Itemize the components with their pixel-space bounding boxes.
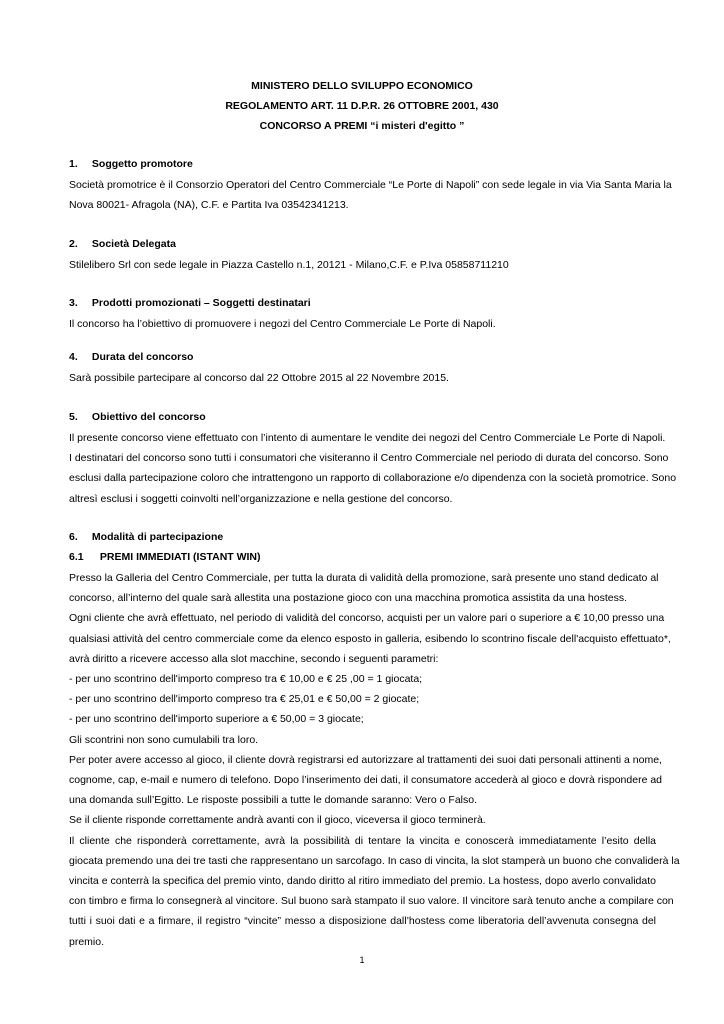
body-line: Il presente concorso viene effettuato con l’intento di aumentare le vendite dei negozi del Centro Commerciale Le Porte di Napoli. [69, 432, 666, 444]
section-number: 1. [69, 158, 78, 170]
section-heading: Modalità di partecipazione [91, 531, 224, 543]
section-number: 3. [69, 297, 78, 309]
body-line: con timbro e firma lo consegnerà al vincitore. Sul buono sarà stampato il suo valore. Il vincitore sarà tenuto anche a compilare con [69, 895, 674, 908]
section-heading: Soggetto promotore [91, 158, 193, 170]
section-title [69, 297, 311, 309]
header-ministry: MINISTERO DELLO SVILUPPO ECONOMICO [251, 80, 473, 92]
section-body [69, 428, 677, 509]
body-line: concorso, all’interno del quale sarà allestita una postazione gioco con una macchina promotica assistita da una hostess. [69, 592, 627, 605]
body-line: una domanda sull’Egitto. Le risposte possibili a tutte le domande saranno: Vero o Falso. [69, 794, 477, 807]
section-title [69, 158, 193, 170]
section-body [69, 368, 656, 388]
body-line: Per poter avere accesso al gioco, il cliente dovrà registrarsi ed autorizzare al trattamenti dei suoi dati personali attinenti a nome, [69, 753, 662, 766]
body-line: Il cliente che risponderà correttamente, avrà la possibilità di tentare la vincita e conoscerà immediatamente l’esito della [69, 834, 656, 847]
section-heading: Obiettivo del concorso [91, 411, 206, 423]
section-number: 5. [69, 411, 78, 423]
body-line: giocata premendo una dei tre tasti che rappresentano un sarcofago. In caso di vincita, la slot stamperà un buono che convaliderà la [69, 854, 680, 867]
body-line: Il concorso ha l’obiettivo di promuovere i negozi del Centro Commerciale Le Porte di Napoli. [69, 318, 496, 330]
body-line: esclusi dalla partecipazione coloro che intrattengono un rapporto di collaborazione e/o dipendenza con la società promotrice. Sono [69, 472, 677, 485]
section-heading: Durata del concorso [91, 351, 194, 363]
section-title [69, 531, 223, 543]
body-line: Ogni cliente che avrà effettuato, nel periodo di validità del concorso, acquisti per un valore pari o superiore a € 10,00 presso una [69, 612, 665, 625]
section-heading: Società Delegata [91, 238, 176, 250]
body-line: premio. [69, 935, 105, 948]
section-body [69, 255, 656, 275]
body-line: Stilelibero Srl con sede legale in Piazza Castello n.1, 20121 - Milano,C.F. e P.Iva 05858711210 [69, 259, 509, 271]
body-line: Nova 80021- Afragola (NA), C.F. e Partita Iva 03542341213. [69, 199, 349, 212]
header-regulation: REGOLAMENTO ART. 11 D.P.R. 26 OTTOBRE 2001, 430 [225, 100, 499, 112]
section-number: 6.1 [69, 551, 84, 563]
section-heading: PREMI IMMEDIATI (ISTANT WIN) [99, 551, 261, 563]
section-number: 4. [69, 351, 78, 363]
body-line: Presso la Galleria del Centro Commerciale, per tutta la durata di validità della promozione, sarà presente uno stand dedicato al [69, 572, 659, 584]
body-line: - per uno scontrino dell'importo superiore a € 50,00 = 3 giocate; [69, 713, 364, 726]
header-contest-title: CONCORSO A PREMI “i misteri d'egitto ” [259, 120, 465, 132]
section-title [69, 238, 176, 250]
body-line: altresì esclusi i soggetti coinvolti nell’organizzazione e nella gestione del concorso. [69, 492, 453, 505]
page-number: 1 [359, 955, 365, 965]
section-title [69, 351, 193, 363]
body-line: Se il cliente risponde correttamente andrà avanti con il gioco, viceversa il gioco terminerà. [69, 814, 486, 827]
body-line: Sarà possibile partecipare al concorso dal 22 Ottobre 2015 al 22 Novembre 2015. [69, 372, 449, 384]
body-line: - per uno scontrino dell'importo compreso tra € 25,01 e € 50,00 = 2 giocate; [69, 693, 420, 706]
body-line: - per uno scontrino dell'importo compreso tra € 10,00 e € 25 ,00 = 1 giocata; [69, 673, 423, 686]
body-line: tutti i suoi dati e a firmare, il registro “vincite” messo a disposizione dall’hostess come liberatoria dell’avvenuta consegna del [69, 915, 656, 928]
body-line: cognome, cap, e-mail e numero di telefono. Dopo l’inserimento dei dati, il consumatore accederà al gioco e dovrà rispondere ad [69, 774, 662, 787]
subsection-title [69, 551, 261, 563]
body-line: avrà diritto a ricevere accesso alla slot macchine, secondo i seguenti parametri: [69, 652, 439, 665]
body-line: Gli scontrini non sono cumulabili tra loro. [69, 733, 259, 746]
body-line: qualsiasi attività del centro commerciale come da elenco esposto in galleria, esibendo lo scontrino fiscale dell'acquisto effettuato*, [69, 632, 671, 645]
section-number: 2. [69, 238, 78, 250]
body-line: I destinatari del concorso sono tutti i consumatori che visiteranno il Centro Commerciale nel periodo di durata del concorso. Sono [69, 452, 669, 465]
section-body [69, 175, 672, 215]
section-title [69, 411, 206, 423]
section-number: 6. [69, 531, 78, 543]
body-line: Società promotrice è il Consorzio Operatori del Centro Commerciale “Le Porte di Napoli” con sede legale in via Via Santa Maria la [69, 179, 672, 191]
section-body [69, 314, 656, 334]
section-body [69, 568, 680, 952]
section-heading: Prodotti promozionati – Soggetti destinatari [91, 297, 311, 309]
body-line: vincita e conterrà la specifica del premio vinto, dando diritto al ritiro immediato del premio. La hostess, dopo averlo convalidato [69, 875, 656, 888]
